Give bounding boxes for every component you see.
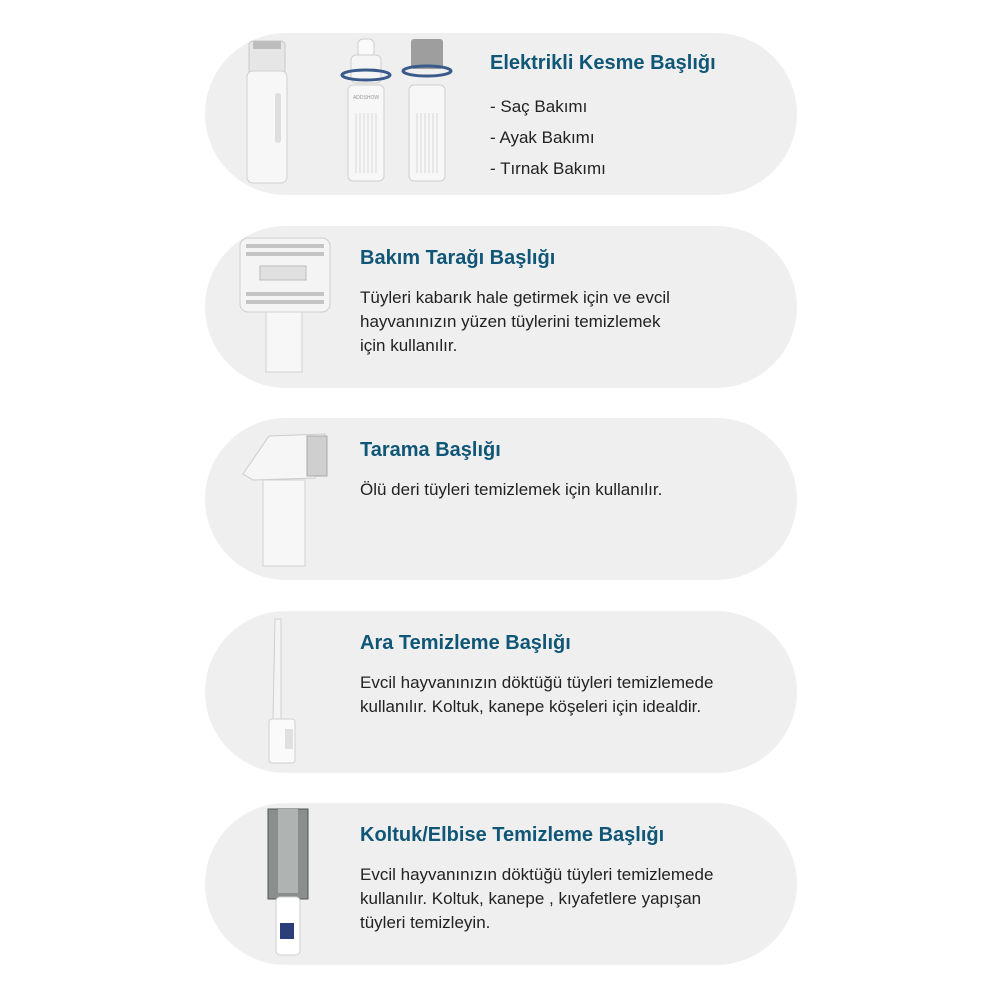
comb-illustration bbox=[230, 226, 340, 388]
card-title: Ara Temizleme Başlığı bbox=[360, 632, 571, 654]
card-electric-trimmer bbox=[205, 33, 797, 195]
card-description bbox=[360, 863, 777, 935]
list-item: - Tırnak Bakımı bbox=[490, 159, 606, 178]
description-line: tüyleri temizleyin. bbox=[360, 913, 491, 932]
crevice-nozzle-icon bbox=[269, 619, 295, 763]
description-line: Tüyleri kabarık hale getirmek için ve evcil bbox=[360, 288, 670, 307]
grooming-comb-icon bbox=[240, 238, 330, 372]
list-item: - Saç Bakımı bbox=[490, 97, 588, 116]
crevice-illustration bbox=[255, 611, 325, 773]
deshedding-tool-icon bbox=[243, 434, 327, 566]
card-title: Bakım Tarağı Başlığı bbox=[360, 247, 556, 269]
trimmer-device-icon bbox=[247, 41, 287, 183]
description-line: kullanılır. Koltuk, kanepe köşeleri için idealdir. bbox=[360, 697, 702, 716]
description-line: Evcil hayvanınızın döktüğü tüyleri temizlemede bbox=[360, 865, 714, 884]
trimmer-illustration bbox=[235, 33, 495, 195]
description-line: için kullanılır. bbox=[360, 336, 458, 355]
deshedding-illustration bbox=[235, 418, 345, 580]
card-grooming-comb bbox=[205, 226, 797, 388]
card-description bbox=[360, 478, 777, 502]
trimmer-blade-rotate-icon bbox=[403, 39, 451, 181]
card-description bbox=[360, 286, 777, 358]
card-description bbox=[360, 671, 777, 719]
trimmer-rotate-icon bbox=[342, 39, 390, 181]
lint-brush-icon bbox=[268, 809, 308, 955]
card-title: Elektrikli Kesme Başlığı bbox=[490, 52, 716, 74]
description-line: Ölü deri tüyleri temizlemek için kullanılır. bbox=[360, 480, 663, 499]
card-deshedding bbox=[205, 418, 797, 580]
description-line: hayvanınızın yüzen tüylerini temizlemek bbox=[360, 312, 661, 331]
description-line: kullanılır. Koltuk, kanepe , kıyafetlere yapışan bbox=[360, 889, 702, 908]
trimmer-brand-label: ADDSHOW bbox=[352, 95, 380, 101]
card-title: Tarama Başlığı bbox=[360, 439, 501, 461]
description-line: Evcil hayvanınızın döktüğü tüyleri temizlemede bbox=[360, 673, 714, 692]
use-list bbox=[490, 91, 777, 184]
lint-brush-illustration bbox=[260, 803, 320, 965]
card-crevice bbox=[205, 611, 797, 773]
card-title: Koltuk/Elbise Temizleme Başlığı bbox=[360, 824, 665, 846]
list-item: - Ayak Bakımı bbox=[490, 128, 595, 147]
card-lint-brush bbox=[205, 803, 797, 965]
